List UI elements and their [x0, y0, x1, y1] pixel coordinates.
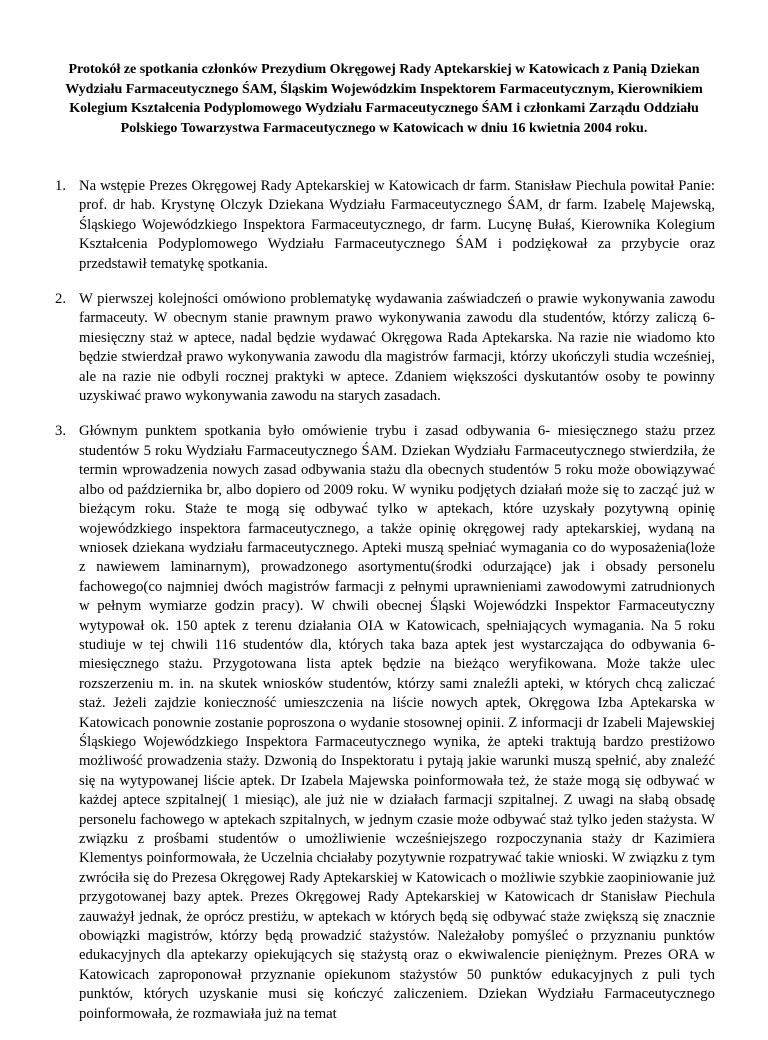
- list-item-text: Głównym punktem spotkania było omówienie trybu i zasad odbywania 6- miesięcznego stażu przez studentów 5 roku Wydziału Farmaceutycznego ŚAM. Dziekan Wydziału Farmaceutycznego stwierdziła, że termin wprowadzenia nowych zasad odbywania stażu dla obecnych studentów 5 roku może obowiązywać albo od października br, albo dopiero od 2009 roku. W wyniku podjętych działań może się to zacząć już w bieżącym roku. Staże te mogą się odbywać tylko w aptekach, które uzyskały pozytywną opinię wojewódzkiego inspektora farmaceutycznego, a także opinię okręgowej rady aptekarskiej, wydaną na wniosek dziekana wydziału farmaceutycznego. Apteki muszą spełniać wymagania co do wyposażenia(loże z nawiewem laminarnym), prowadzonego asortymentu(środki odurzające) jak i obsady personelu fachowego(co najmniej dwóch magistrów farmacji z pełnymi uprawnieniami zawodowymi zatrudnionych w pełnym wymiarze godzin pracy). W chwili obecnej Śląski Wojewódzki Inspektor Farmaceutyczny wytypował ok. 150 aptek z terenu działania OIA w Katowicach, spełniających wymagania. Na 5 roku studiuje w tej chwili 116 studentów dla, których taka baza aptek jest wystarczająca do odbywania 6-miesięcznego stażu. Przygotowana lista aptek będzie na bieżąco weryfikowana. Może także ulec rozszerzeniu m. in. na skutek wniosków studentów, którzy sami znaleźli apteki, w których chcą zaliczać staż. Jeżeli zajdzie konieczność umieszczenia na liście nowych aptek, Okręgowa Izba Aptekarska w Katowicach ponownie zostanie poproszona o wydanie stosownej opinii. Z informacji dr Izabeli Majewskiej Śląskiego Wojewódzkiego Inspektora Farmaceutycznego wynika, że apteki traktują bardzo prestiżowo możliwość prowadzenia staży. Dzwonią do Inspektoratu i pytają jakie warunki muszą spełnić, aby znaleźć się na wytypowanej liście aptek. Dr Izabela Majewska poinformowała też, że staże mogą się odbywać w każdej aptece szpitalnej( 1 miesiąc), ale już nie w działach farmacji szpitalnej. Z uwagi na słabą obsadę personelu fachowego w aptekach szpitalnych, w jednym czasie może odbywać staż tylko jeden stażysta. W związku z prośbami studentów o umożliwienie wcześniejszego rozpoczynania staży dr Kazimiera Klementys poinformowała, że Uczelnia chciałaby pozytywnie rozpatrywać takie wnioski. W związku z tym zwróciła się do Prezesa Okręgowej Rady Aptekarskiej w Katowicach o możliwie szybkie zaopiniowanie już przygotowanej bazy aptek. Prezes Okręgowej Rady Aptekarskiej w Katowicach dr Stanisław Piechula zauważył jednak, że oprócz prestiżu, w aptekach w których będą się odbywać staże zwiększą się znacznie obowiązki magistrów, którzy będą prowadzić stażystów. Należałoby pomyśleć o przyznaniu punktów edukacyjnych dla aptekarzy opiekujących się stażystą oraz o ekwiwalencie pieniężnym. Prezes ORA w Katowicach zaproponował przyznanie opiekunom stażystów 50 punktów edukacyjnych z puli tych punktów, których uzyskanie musi się kończyć zaliczeniem. Dziekan Wydziału Farmaceutycznego poinformowała, że rozmawiała już na temat: [79, 423, 715, 1022]
- list-item-number: 2.: [55, 291, 67, 308]
- list-item-text: W pierwszej kolejności omówiono problematykę wydawania zaświadczeń o prawie wykonywania zawodu farmaceuty. W obecnym stanie prawnym prawo wykonywania zawodu dla studentów, którzy zaliczą 6- miesięczny staż w aptece, nadal będzie wydawać Okręgowa Rada Aptekarska. Na razie nie wiadomo kto będzie stwierdzał prawo wykonywania zawodu dla magistrów farmacji, którzy ukończyli studia wcześniej, ale na razie nie odbyli rocznej praktyki w aptece. Zdaniem większości dyskutantów osoby te powinny uzyskiwać prawo wykonywania zawodu na starych zasadach.: [79, 291, 715, 405]
- protocol-list: [55, 177, 715, 1040]
- list-item: [55, 290, 715, 406]
- list-item: [55, 422, 715, 1024]
- list-item: [55, 177, 715, 274]
- document-title: Protokół ze spotkania członków Prezydium Okręgowej Rady Aptekarskiej w Katowicach z Panią Dziekan Wydziału Farmaceutycznego ŚAM, Śląskim Wojewódzkim Inspektorem Farmaceutycznym, Kierownikiem Kolegium Kształcenia Podyplomowego Wydziału Farmaceutycznego ŚAM i członkami Zarządu Oddziału Polskiego Towarzystwa Farmaceutycznego w Katowicach w dniu 16 kwietnia 2004 roku.: [65, 62, 703, 136]
- list-item-text: Na wstępie Prezes Okręgowej Rady Aptekarskiej w Katowicach dr farm. Stanisław Piechula powitał Panie: prof. dr hab. Krystynę Olczyk Dziekana Wydziału Farmaceutycznego ŚAM, dr farm. Izabelę Majewską, Śląskiego Wojewódzkiego Inspektora Farmaceutycznego, dr farm. Lucynę Bułaś, Kierownika Kolegium Kształcenia Podyplomowego Wydziału Farmaceutycznego ŚAM i podziękował za przybycie oraz przedstawił tematykę spotkania.: [79, 178, 715, 272]
- list-item-number: 1.: [55, 178, 67, 194]
- list-item-number: 3.: [55, 423, 67, 440]
